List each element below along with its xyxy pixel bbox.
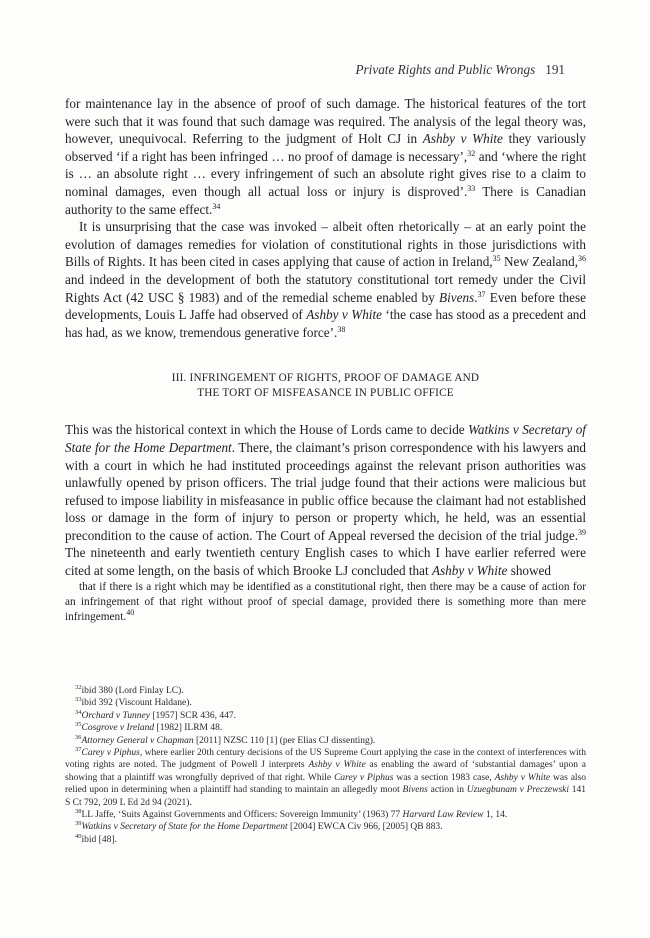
case-name: Bivens bbox=[439, 289, 475, 305]
footnote-36: $^{36}$Attorney General v Chapman [2011] NZSC 110 [1] (per Elias CJ dissenting). bbox=[75, 733, 376, 746]
footnote-ref-37: 37 bbox=[477, 289, 486, 299]
paragraph-2: It is unsurprising that the case was invoked – albeit often rhetorically – at an early point the evolution of damages remedies for violation of constitutional rights in those jurisdictions with Bills of Rights. It has been cited in cases applying that cause of action in Ireland,$^{35}$ New Zealand,$^{36}$ and indeed in the development of both the statutory constitutional tort remedy under the Civil Rights Act (42 USC § 1983) and of the remedial scheme enabled by Bivens.$^{37}$ Even before these developments, Louis L Jaffe had observed of Ashby v White ‘the case has stood as a precedent and has had, as we know, tremendous generative force’.$^{38}$ bbox=[65, 219, 586, 340]
footnote-38: $^{38}$LL Jaffe, ‘Suits Against Governments and Officers: Sovereign Immunity’ (1963) 77 Harvard Law Review 1, 14. bbox=[75, 808, 508, 821]
footnote-40: $^{40}$ibid [48]. bbox=[75, 832, 117, 845]
footnote-34: $^{34}$Orchard v Tunney [1957] SCR 436, 447. bbox=[75, 708, 236, 721]
footnote-ref-33: 33 bbox=[467, 183, 476, 193]
footnote-ref-36: 36 bbox=[578, 254, 586, 264]
paragraph-3: This was the historical context in which the House of Lords came to decide Watkins v Secretary of State for the Home Department. There, the claimant’s prison correspondence with his lawyers and with a court in which he had instituted proceedings against the relevant prison authorities was unlawfully opened by prison officers. The trial judge found that their actions were malicious but refused to impose liability in misfeasance in public office because the claimant had not established loss or damage in the form of injury to person or property which, he held, was an essential precondition to the cause of action. The Court of Appeal reversed the decision of the trial judge.$^{39}$ The nineteenth and early twentieth century English cases to which I have earlier referred were cited at some length, on the basis of which Brooke LJ concluded that Ashby v White showed bbox=[65, 422, 587, 579]
section-heading-line-2: THE TORT OF MISFEASANCE IN PUBLIC OFFICE bbox=[197, 387, 454, 400]
case-name: Watkins v Secretary of State for the Home Department bbox=[65, 422, 586, 455]
paragraph-1: for maintenance lay in the absence of proof of such damage. The historical features of the tort were such that it was found that such damage was required. The analysis of the legal theory was, however, unequivocal. Referring to the judgment of Holt CJ in Ashby v White they variously observed ‘if a right has been infringed … no proof of damage is necessary’,$^{32}$ and ‘where the right is … an absolute right … every infringement of such an absolute right gives rise to a claim to nominal damages, even though all actual loss or injury is disproved’.$^{33}$ There is Canadian authority to the same effect.$^{34}$ bbox=[65, 96, 587, 217]
case-name: Ashby v White bbox=[431, 563, 508, 579]
footnote-32: $^{32}$ibid 380 (Lord Finlay LC). bbox=[75, 684, 184, 696]
case-name: Ashby v White bbox=[422, 131, 503, 147]
footnote-ref-35: 35 bbox=[492, 254, 501, 264]
running-head bbox=[355, 62, 565, 78]
case-name: Ashby v White bbox=[306, 307, 382, 323]
footnote-ref-38: 38 bbox=[337, 324, 346, 334]
footnote-ref-40: 40 bbox=[126, 607, 135, 617]
footnotes bbox=[65, 685, 586, 846]
page-number: 191 bbox=[545, 62, 565, 77]
section-heading bbox=[65, 371, 586, 401]
footnote-ref-39: 39 bbox=[578, 527, 586, 537]
body-text bbox=[65, 95, 586, 625]
footnote-35: $^{35}$Cosgrove v Ireland [1982] ILRM 48. bbox=[75, 721, 223, 734]
block-quote: that if there is a right which may be identified as a constitutional right, then there may be a cause of action for an infringement of that right without proof of special damage, provided there is something more than mere infringement.$^{40}$ bbox=[65, 580, 586, 623]
footnote-33: $^{33}$ibid 392 (Viscount Haldane). bbox=[75, 696, 192, 709]
footnote-37: $^{37}$Carey v Piphus, where earlier 20th century decisions of the US Supreme Court applying the case in the context of interferences with voting rights are noted. The judgment of Powell J interprets Ashby v White as enabling the award of ‘substantial damages’ upon a showing that a plaintiff was wrongfully deprived of that right. While Carey v Piphus was a section 1983 case, Ashby v White was also relied upon in determining when a plaintiff had standing to maintain an allegedly moot Bivens action in Uzuegbunam v Preczewski 141 S Ct 792, 209 L Ed 2d 94 (2021). bbox=[65, 746, 587, 808]
section-heading-line-1: III. INFRINGEMENT OF RIGHTS, PROOF OF DAMAGE AND bbox=[171, 372, 480, 385]
footnote-ref-34: 34 bbox=[212, 201, 221, 211]
running-head-title: Private Rights and Public Wrongs bbox=[355, 62, 536, 77]
footnote-ref-32: 32 bbox=[467, 148, 476, 158]
footnote-39: $^{39}$Watkins v Secretary of State for the Home Department [2004] EWCA Civ 966, [2005] QB 883. bbox=[75, 820, 443, 833]
